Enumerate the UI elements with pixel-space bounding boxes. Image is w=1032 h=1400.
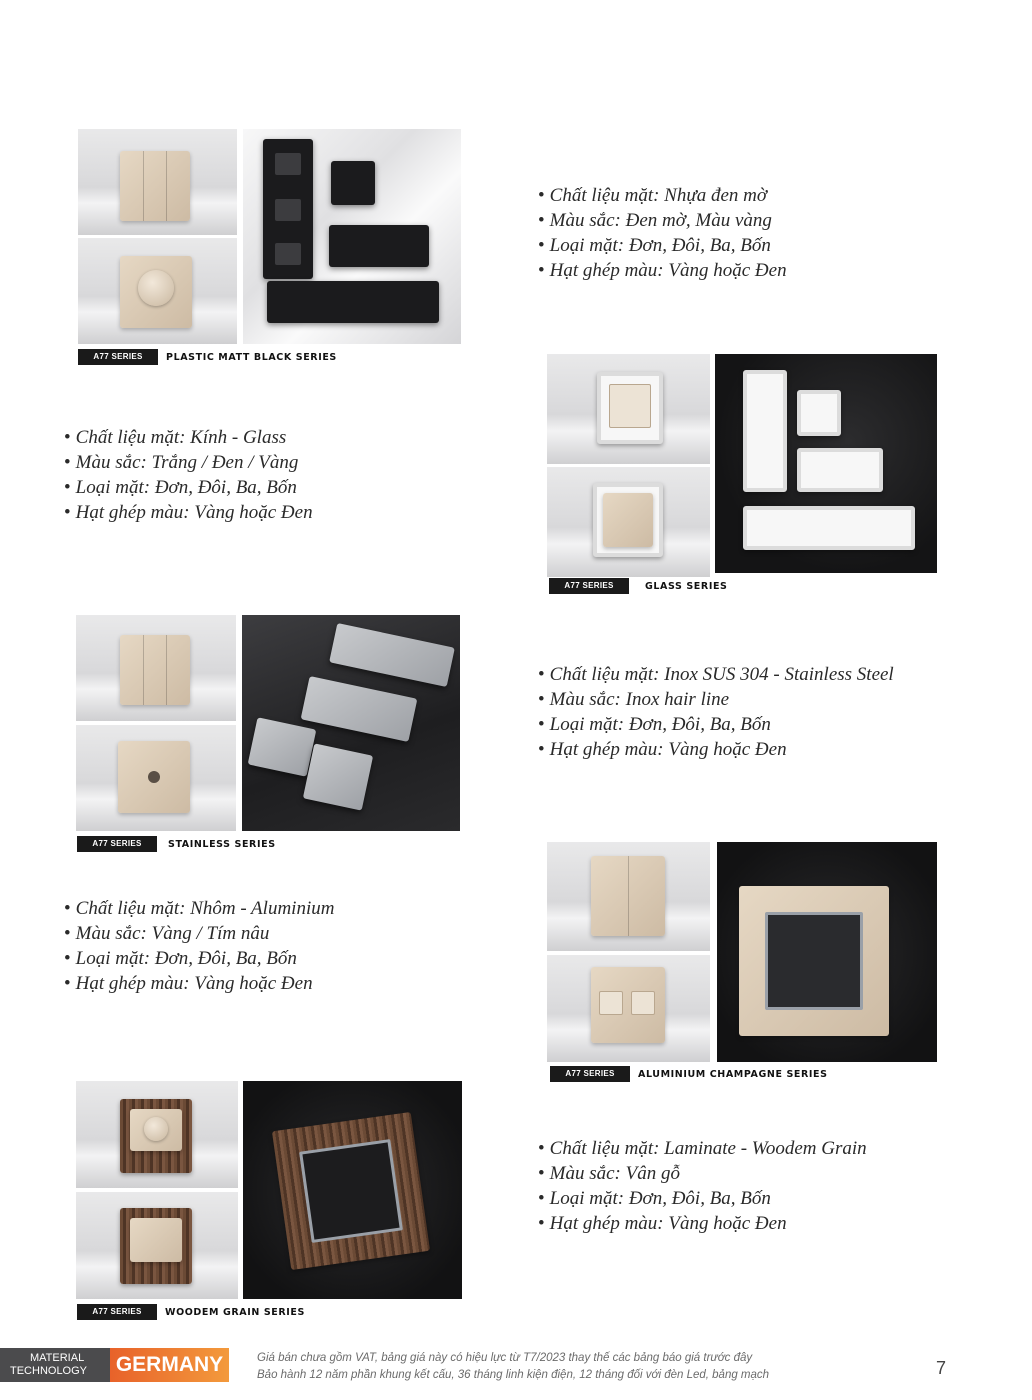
spec-list xyxy=(538,1136,867,1236)
series-caption xyxy=(549,578,727,594)
spec-list xyxy=(64,896,334,996)
spec-type: • Loại mặt: Đơn, Đôi, Ba, Bốn xyxy=(538,1186,867,1211)
spec-type: • Loại mặt: Đơn, Đôi, Ba, Bốn xyxy=(64,475,313,500)
series-badge: A77 SERIES xyxy=(77,836,157,852)
spec-list xyxy=(64,425,313,525)
spec-type: • Loại mặt: Đơn, Đôi, Ba, Bốn xyxy=(538,233,787,258)
product-photo-wood-switch xyxy=(76,1192,238,1299)
series-badge: A77 SERIES xyxy=(78,349,158,365)
spec-insert: • Hạt ghép màu: Vàng hoặc Đen xyxy=(64,971,334,996)
spec-list xyxy=(538,183,787,283)
material-label: MATERIAL xyxy=(30,1352,85,1364)
series-name: WOODEM GRAIN SERIES xyxy=(165,1306,305,1318)
spec-color: • Màu sắc: Inox hair line xyxy=(538,687,894,712)
series-caption xyxy=(78,349,337,365)
series-name: GLASS SERIES xyxy=(645,580,728,592)
product-photo-stainless-collection xyxy=(242,615,460,831)
technology-label: TECHNOLOGY xyxy=(10,1365,88,1377)
spec-type: • Loại mặt: Đơn, Đôi, Ba, Bốn xyxy=(538,712,894,737)
product-photo-glass-switch xyxy=(547,467,710,577)
spec-insert: • Hạt ghép màu: Vàng hoặc Đen xyxy=(538,1211,867,1236)
spec-material: • Chất liệu mặt: Nhôm - Aluminium xyxy=(64,896,334,921)
series-caption xyxy=(77,836,276,852)
spec-insert: • Hạt ghép màu: Vàng hoặc Đen xyxy=(538,737,894,762)
product-photo-aluminium-switch xyxy=(547,842,710,951)
material-technology-badge xyxy=(0,1348,110,1382)
series-name: PLASTIC MATT BLACK SERIES xyxy=(166,351,337,363)
spec-list xyxy=(538,662,894,762)
series-badge: A77 SERIES xyxy=(550,1066,630,1082)
product-photo-stainless-tv-socket xyxy=(76,725,236,831)
product-photo-aluminium-data-socket xyxy=(547,955,710,1062)
product-photo-black-collection xyxy=(243,129,461,344)
product-photo-wood-dimmer xyxy=(76,1081,238,1188)
series-badge: A77 SERIES xyxy=(549,578,629,594)
price-note-line-1: Giá bán chưa gồm VAT, bảng giá này có hiệu lực từ T7/2023 thay thế các bảng báo giá trước đây xyxy=(257,1352,753,1364)
price-note-line-2: Bảo hành 12 năm phần khung kết cấu, 36 tháng linh kiện điện, 12 tháng đối với đèn Led, bảng mạch xyxy=(257,1369,770,1381)
product-photo-glass-collection xyxy=(715,354,937,573)
spec-insert: • Hạt ghép màu: Vàng hoặc Đen xyxy=(64,500,313,525)
series-caption xyxy=(550,1066,828,1082)
spec-color: • Màu sắc: Trắng / Đen / Vàng xyxy=(64,450,313,475)
series-name: STAINLESS SERIES xyxy=(168,838,276,850)
product-photo-dimmer-champagne xyxy=(78,238,237,344)
product-photo-switch-champagne xyxy=(78,129,237,235)
series-name: ALUMINIUM CHAMPAGNE SERIES xyxy=(638,1068,828,1080)
spec-material: • Chất liệu mặt: Inox SUS 304 - Stainless Steel xyxy=(538,662,894,687)
spec-color: • Màu sắc: Vân gỗ xyxy=(538,1161,867,1186)
product-photo-stainless-switch xyxy=(76,615,236,721)
spec-color: • Màu sắc: Đen mờ, Màu vàng xyxy=(538,208,787,233)
price-note xyxy=(257,1350,769,1384)
series-badge: A77 SERIES xyxy=(77,1304,157,1320)
product-photo-wood-collection xyxy=(243,1081,462,1299)
page-number: 7 xyxy=(936,1358,947,1378)
spec-material: • Chất liệu mặt: Nhựa đen mờ xyxy=(538,183,787,208)
spec-insert: • Hạt ghép màu: Vàng hoặc Đen xyxy=(538,258,787,283)
product-photo-aluminium-socket xyxy=(717,842,937,1062)
product-photo-glass-socket xyxy=(547,354,710,464)
spec-color: • Màu sắc: Vàng / Tím nâu xyxy=(64,921,334,946)
spec-material: • Chất liệu mặt: Kính - Glass xyxy=(64,425,313,450)
series-caption xyxy=(77,1304,305,1320)
germany-badge: GERMANY xyxy=(110,1348,229,1382)
spec-type: • Loại mặt: Đơn, Đôi, Ba, Bốn xyxy=(64,946,334,971)
spec-material: • Chất liệu mặt: Laminate - Woodem Grain xyxy=(538,1136,867,1161)
